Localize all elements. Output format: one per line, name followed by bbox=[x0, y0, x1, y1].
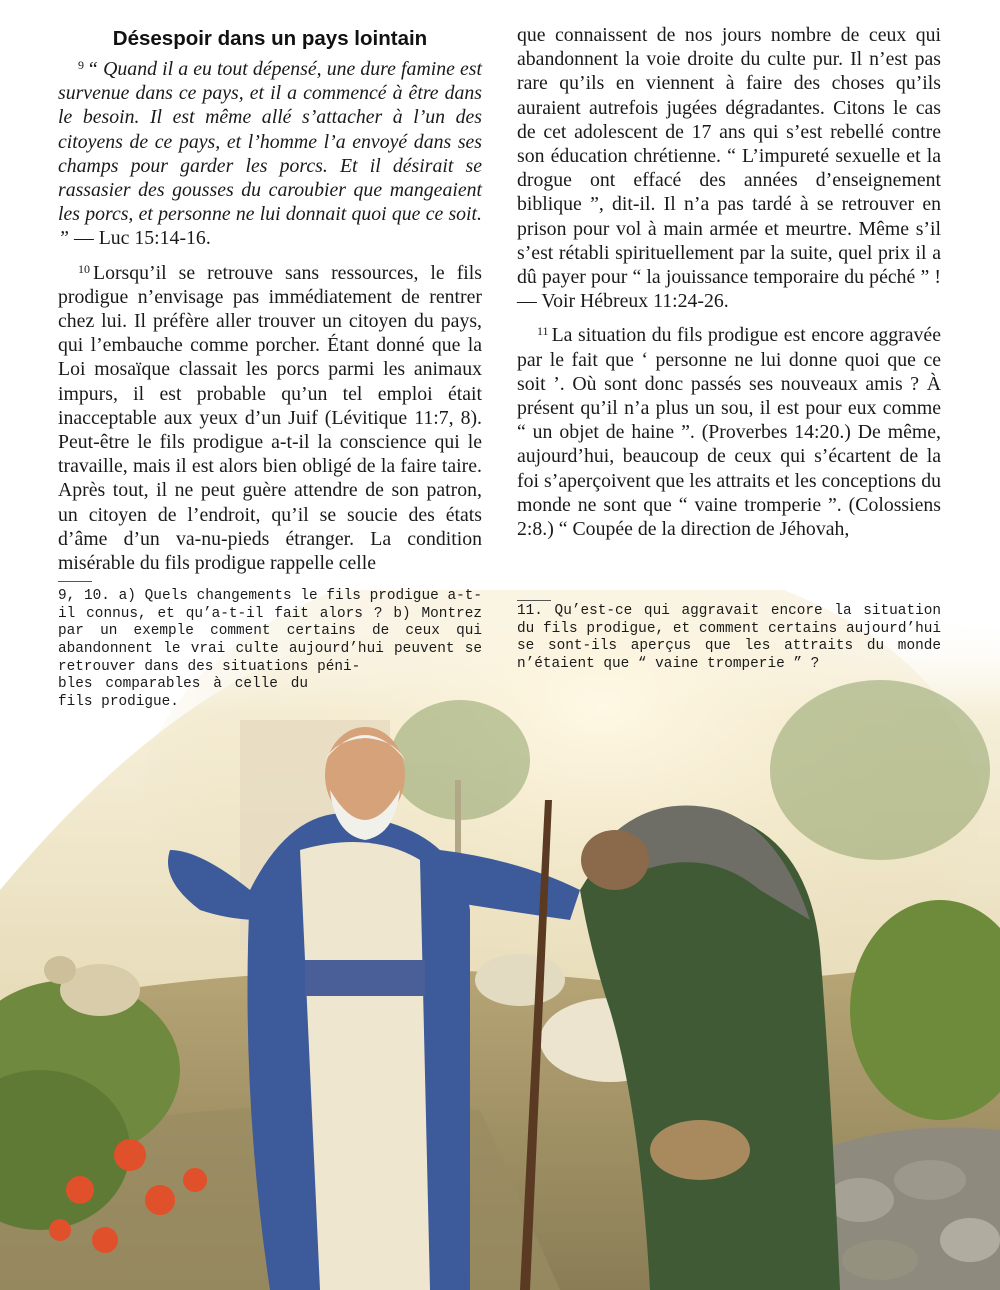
question-9-10-continuation: bles comparables à celle du fils prodigue. bbox=[58, 676, 308, 710]
right-column bbox=[517, 22, 941, 547]
paragraph-11 bbox=[517, 319, 941, 541]
paragraph-10-text-right: que connaissent de nos jours nombre de ceux qui abandonnent la voie droite du culte pur. Il n’est pas rare qu’ils en viennent à faire des choses qu’ils auraient autrefois jugées dégradantes. Citons le cas de cet adolescent de 17 ans qui s’est rebellé contre son éducation chrétienne. “ L’impureté sexuelle et la drogue ont effacé des années d’enseignement biblique ”, dit-il. Il n’a pas tardé à se retrouver en prison pour vol à main armée et meurtre. Même s’il s’est rétabli spirituellement par la suite, quel prix il a dû payer pour “ la jouissance temporaire du péché ” ! — Voir Hébreux 11:24-26. bbox=[517, 24, 941, 313]
question-9-10-text: 9, 10. a) Quels changements le fils prodigue a-t-il connus, et qu’a-t-il fait alors ? b) Montrez par un exemple comment certains de ceux qui abandonnent le vrai culte aujourd’hui peuvent se retrouver dans des situations péni- bbox=[58, 588, 482, 675]
paragraph-number-9: 9 bbox=[78, 58, 84, 72]
paragraph-number-11: 11 bbox=[537, 324, 549, 339]
paragraph-10-part-1 bbox=[58, 257, 482, 576]
paragraph-10-text-left: Lorsqu’il se retrouve sans ressources, le fils prodigue n’envisage pas immédiatement de rentrer chez lui. Il préfère aller trouver un citoyen du pays, qui l’embauche comme porcher. Étant donné que la Loi mosaïque classait les porcs parmi les animaux impurs, il est probable qu’un tel emploi était inacceptable aux yeux d’un Juif (Lévitique 11:7, 8). Peut-être le fils prodigue a-t-il la conscience qui le travaille, mais il est alors bien obligé de la faire taire. Après tout, il ne peut guère attendre de son patron, un citoyen de l’endroit, qu’il se soucie des états d’âme d’un va-nu-pieds étranger. La condition misérable du fils prodigue rappelle celle bbox=[58, 261, 482, 575]
paragraph-number-10: 10 bbox=[78, 261, 90, 276]
paragraph-10-part-2 bbox=[517, 23, 941, 313]
paragraph-9 bbox=[58, 53, 482, 251]
review-question-9-10 bbox=[58, 588, 482, 711]
section-heading: Désespoir dans un pays lointain bbox=[112, 27, 428, 50]
paragraph-11-text: La situation du fils prodigue est encore aggravée par le fait que ‘ personne ne lui donne quoi que ce soit ’. Où sont donc passés ses nouveaux amis ? À présent qu’il n’a plus un sou, il est pour eux comme “ un objet de haine ”. (Proverbes 14:20.) De même, aujourd’hui, beaucoup de ceux qui s’écartent de la foi s’aperçoivent que les attraits et les conceptions du monde ne sont que “ vaine tromperie ”. (Colossiens 2:8.) “ Coupée de la direction de Jéhovah, bbox=[517, 324, 941, 541]
stone-wall bbox=[820, 1128, 1000, 1290]
scripture-reference: — Luc 15:14-16. bbox=[69, 227, 211, 250]
review-question-11: 11. Qu’est-ce qui aggravait encore la situation du fils prodigue, et comment certains aujourd’hui se sont-ils aperçus que les attraits du monde n’étaient que “ vaine tromperie ” ? bbox=[517, 603, 941, 672]
left-column bbox=[58, 22, 482, 711]
question-divider bbox=[58, 581, 92, 582]
scripture-quote: “ Quand il a eu tout dépensé, une dure famine est survenue dans ce pays, et il a commencé à être dans le besoin. Il est même allé s’attacher à l’un des citoyens de ce pays, et l’homme l’a envoyé dans ses champs pour garder les porcs. Et il désirait se rassasier des gousses du caroubier que mangeaient les porcs, et personne ne lui donnait quoi que ce soit. ” bbox=[58, 58, 482, 250]
question-divider-right bbox=[517, 600, 551, 601]
